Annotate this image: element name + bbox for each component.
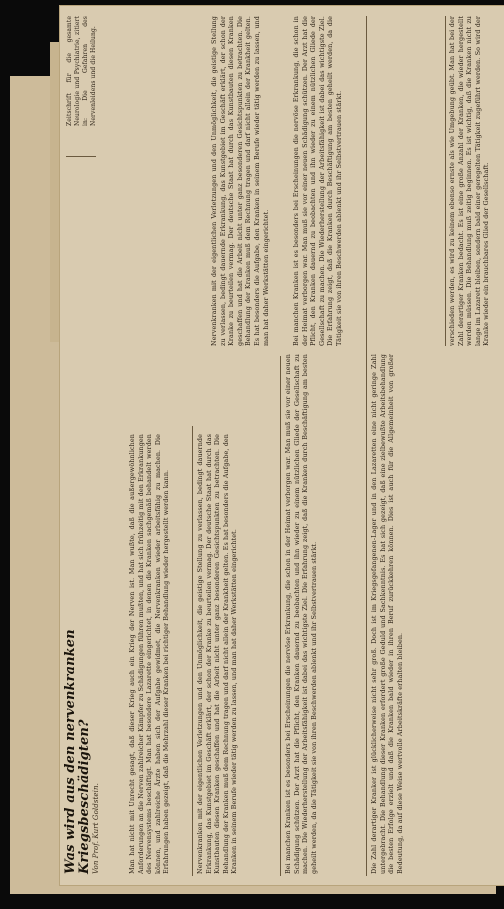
column-2-text: Nervenkranken mit der eigentlichen Verletzungen und den Unmöglichkeit, die geistige Stellung zu verlassen, bedingt dauernde Erkrankung, das Kunstgebiet im Geschäft erklärt, der schon der Kranke zu beurteilen vermag. Der deutsche Staat hat durch das Kunstbauten diesen Kranken geschaffen und hat die Arbeit nicht unter ganz besonderen Gesichtspunkten zu betrachten. Die Behandlung der Kranken muß dem Rechnung tragen und darf nicht allein der Krankheit gelten. Es hat besonders die Aufgabe, den Kranken in seinem Berufe wieder tätig werden zu lassen, und man hat daher Werkstätten eingerichtet. xyxy=(196,434,239,874)
column-2-upper-text: Nervenkranken mit der eigentlichen Verletzungen und den Unmöglichkeit, die geistige Stellung zu verlassen, bedingt dauernde Erkrankung, das Kunstgebiet im Geschäft erklärt, der schon der Kranke zu beurteilen vermag. Der deutsche Staat hat durch das Kunstbauten diesen Kranken geschaffen und hat die Arbeit nicht unter ganz besonderen Gesichtspunkten zu betrachten. Die Behandlung der Kranken muß dem Rechnung tragen und darf nicht allein der Krankheit gelten. Es hat besonders die Aufgabe, den Kranken in seinem Berufe wieder tätig werden zu lassen, und man hat daher Werkstätten eingerichtet. xyxy=(210,16,270,346)
article-byline: Von Prof. Kurt Goldstein. xyxy=(92,783,100,874)
column-3-upper xyxy=(292,16,362,346)
column-2-upper xyxy=(210,16,290,346)
newspaper-clipping xyxy=(60,6,504,885)
column-3 xyxy=(284,354,364,874)
title-block xyxy=(64,434,126,874)
column-5-text: verschieden werden, es wird zu keinem ebenso ernste als wie Umgebung geübt. Man hat bei der Zahl derartiger Kranken bedacht. Es ist eine große Anzahl der Kranken, die wieder hergestellt werden müssen. Die Behandlung muß zeitig beginnen. Es ist wichtig, daß die Kranken nicht zu lange im Lazarett bleiben, sondern bald einer geregelten Tätigkeit zugeführt werden. So wird der Kranke wieder ein brauchbares Glied der Gesellschaft. xyxy=(448,16,491,346)
column-rule-1 xyxy=(192,426,193,876)
column-4-text: Die Zahl derartiger Kranker ist glücklicherweise nicht sehr groß. Doch ist im Kriegsgefangenen-Lager und in den Lazaretten eine nicht geringe Zahl untergebracht. Die Behandlung dieser Kranken erfordert große Geduld und Sachkenntnis. Es hat sich gezeigt, daß eine zielbewußte Arbeitsbehandlung die besten Erfolge erzielt und daß die Kranken bald wieder in ihren Beruf zurückkehren können. Dies ist auch für die Allgemeinheit von großer Bedeutung, da auf diese Weise wertvolle Arbeitskräfte erhalten bleiben. xyxy=(370,354,404,874)
upper-note xyxy=(66,16,96,126)
clipping-edge xyxy=(50,42,60,342)
column-3-text: Bei manchen Kranken ist es besonders bei Erscheinungen die nervöse Erkrankung, die schon in der Heimat verborgen war. Man muß sie vor einer neuen Schädigung schützen. Der Arzt hat die Pflicht, den Kranken dauernd zu beobachten und ihn wieder zu einem nützlichen Gliede der Gesellschaft zu machen. Die Wiederherstellung der Arbeitsfähigkeit ist dabei das wichtigste Ziel. Die Erfahrung zeigt, daß die Kranken durch Beschäftigung am besten geheilt werden, da die Tätigkeit sie von ihren Beschwerden ablenkt und ihr Selbstvertrauen stärkt. xyxy=(284,354,318,874)
article-title-line1: Was wird aus den nervenkranken xyxy=(63,629,78,874)
column-rule-3 xyxy=(366,16,367,876)
column-4 xyxy=(370,354,444,874)
column-rule-upper xyxy=(445,16,446,346)
article-title-line2: Kriegsbeschädigten? xyxy=(77,719,92,874)
upper-note-text: Zeitschrift für die gesamte Neurologie und Psychiatrie, zitiert in: Die Gefahren des Nervenleidens und die Heilung. xyxy=(66,16,97,126)
upper-divider xyxy=(66,156,96,157)
column-rule-2 xyxy=(280,356,281,876)
column-1 xyxy=(128,434,190,874)
column-5 xyxy=(448,16,500,346)
column-3-upper-text: Bei manchen Kranken ist es besonders bei Erscheinungen die nervöse Erkrankung, die schon in der Heimat verborgen war. Man muß sie vor einer neuen Schädigung schützen. Der Arzt hat die Pflicht, den Kranken dauernd zu beobachten und ihn wieder zu einem nützlichen Gliede der Gesellschaft zu machen. Die Wiederherstellung der Arbeitsfähigkeit ist dabei das wichtigste Ziel. Die Erfahrung zeigt, daß die Kranken durch Beschäftigung am besten geheilt werden, da die Tätigkeit sie von ihren Beschwerden ablenkt und ihr Selbstvertrauen stärkt. xyxy=(292,16,343,346)
column-2 xyxy=(196,434,276,874)
column-1-text: Man hat nicht mit Unrecht gesagt, daß dieser Krieg auch ein Krieg der Nerven ist. Man wußte, daß die außergewöhnlichen Anforderungen an die Nerven zahlreicher Kämpfer zu Schädigungen führen mußten, und hat sich frühzeitig mit den Erkrankungen des Nervensystems beschäftigt. Man hat besondere Lazarette eingerichtet, in denen die Kranken sachgemäß behandelt werden können, und zahlreiche Ärzte haben sich der Aufgabe gewidmet, die Nervenkranken wieder arbeitsfähig zu machen. Die Erfahrungen haben gezeigt, daß die Mehrzahl dieser Kranken bei richtiger Behandlung wieder hergestellt werden kann. xyxy=(128,434,171,874)
